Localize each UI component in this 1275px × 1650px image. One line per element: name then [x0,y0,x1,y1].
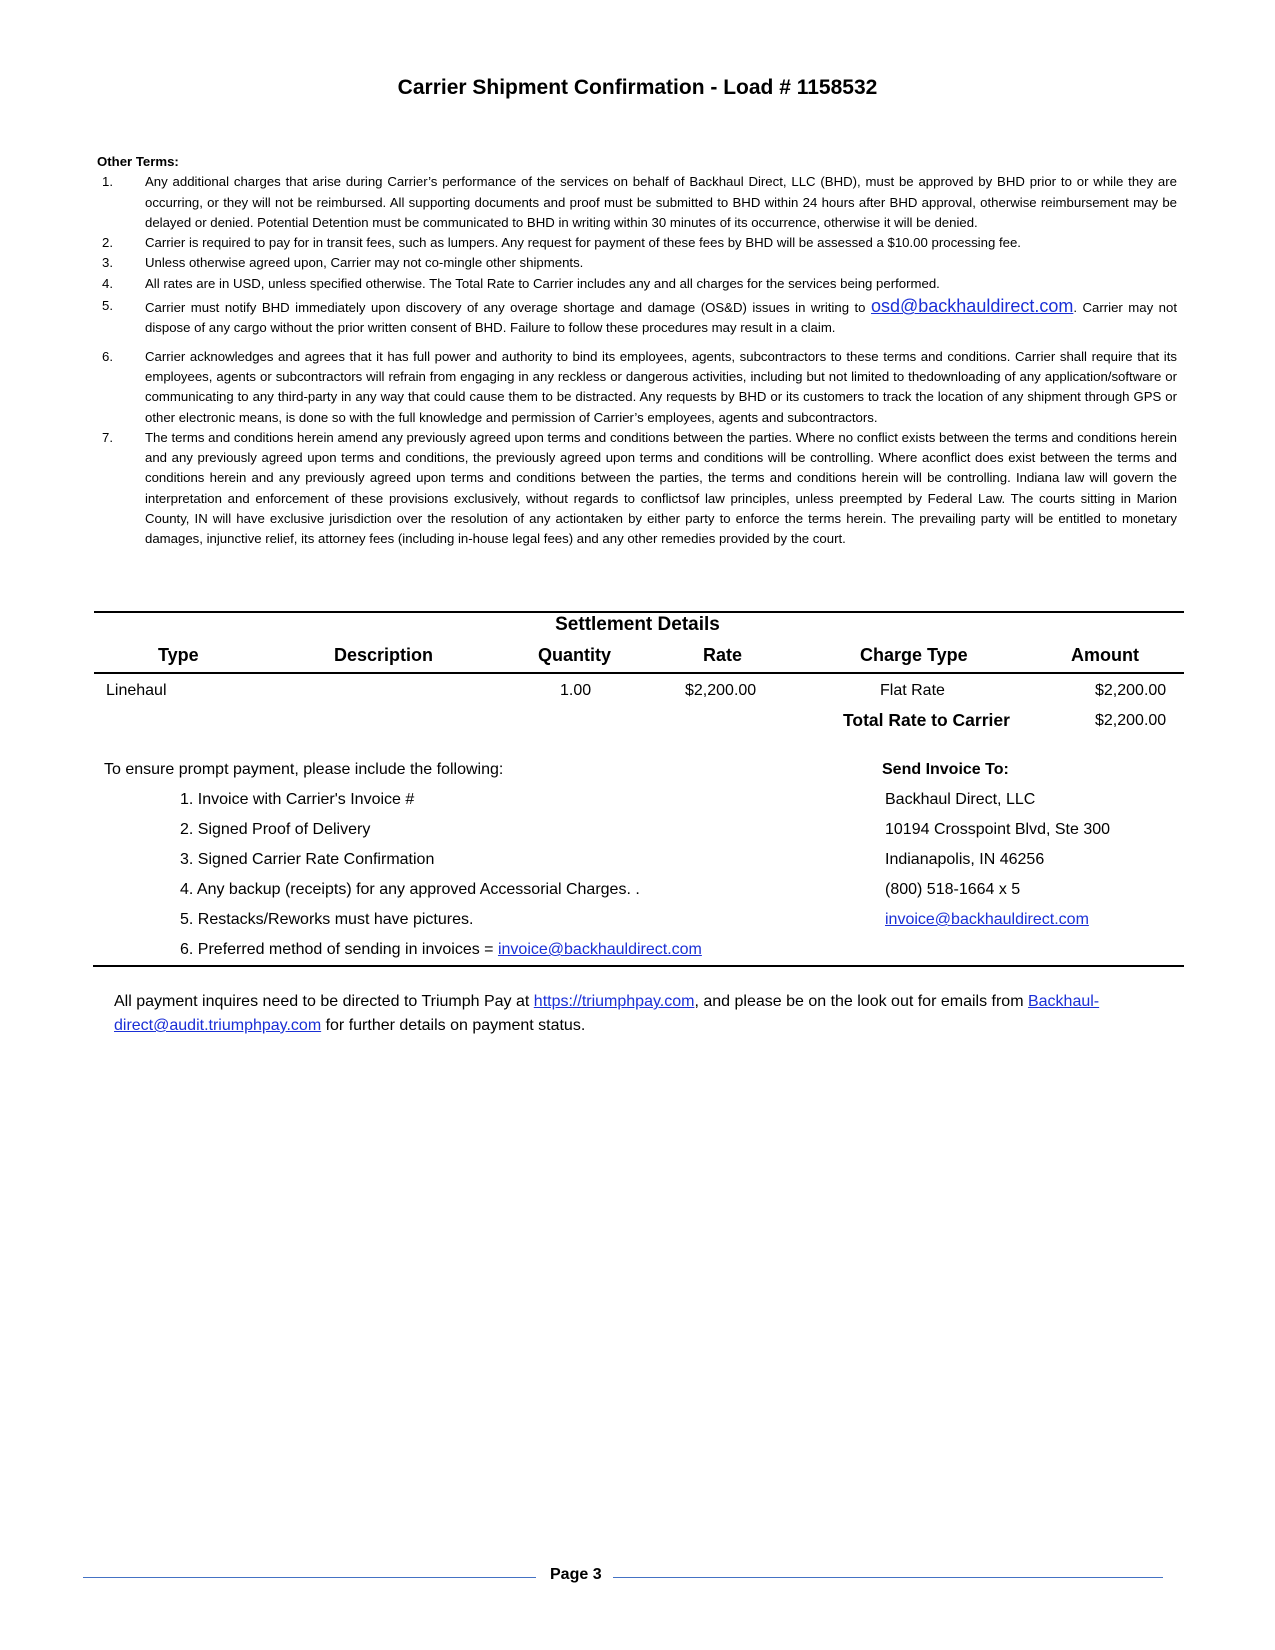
term-item [97,347,1177,428]
send-invoice-address2: Indianapolis, IN 46256 [885,851,1045,868]
payment-item-6-text: 6. Preferred method of sending in invoices = [180,941,498,958]
header-charge-type: Charge Type [860,645,968,665]
total-label: Total Rate to Carrier [843,710,1010,730]
page-title: Carrier Shipment Confirmation - Load # 1158532 [397,76,878,99]
payment-inquiry-note [114,990,1194,1038]
term-text: All rates are in USD, unless specified otherwise. The Total Rate to Carrier includes any and all charges for the services being performed. [145,275,940,291]
term-item [97,172,1177,233]
term-number: 2. [102,235,113,251]
term-item [97,274,1177,294]
row-type: Linehaul [106,682,167,699]
row-rate: $2,200.00 [685,682,757,699]
total-amount: $2,200.00 [1095,712,1167,729]
row-charge-type: Flat Rate [880,682,945,699]
term-text: The terms and conditions herein amend any previously agreed upon terms and conditions between the parties. Where no conflict exists between the terms and conditions herein and any previously agreed upon terms and conditions, the previously agreed upon terms and conditions will be controlling. Where aconflict does exist between the terms and conditions herein and any previously agreed upon terms and conditions between the parties, the terms and conditions herein will be controlling. Indiana law will govern the interpretation and enforcement of these provisions exclusively, without regards to conflictsof law principles, unless preempted by Federal Law. The courts sitting in Marion County, IN will have exclusive jurisdiction over the resolution of any actiontaken by either party to enforce the terms herein. The prevailing party will be entitled to monetary damages, injunctive relief, its attorney fees (including in-house legal fees) and any other remedies provided by the court. [145,429,1177,547]
term-text: Carrier acknowledges and agrees that it has full power and authority to bind its employees, agents, subcontractors to these terms and conditions. Carrier shall require that its employees, agents or subcontractors will refrain from engaging in any reckless or dangerous activities, including but not limited to thedownloading of any application/software or communicating to any third-party in any way that could cause them to be distracted. Any requests by BHD or its customers to track the location of any shipment through GPS or other electronic means, is done so with the full knowledge and permission of Carrier’s employees, agents and subcontractors. [145,348,1177,425]
term-number: 1. [102,174,113,190]
divider [94,611,1184,613]
term-item [97,296,1177,339]
footer-rule-right [613,1577,1163,1578]
term-text [145,296,1177,339]
term-text: Any additional charges that arise during Carrier’s performance of the services on behalf of Backhaul Direct, LLC (BHD), must be approved by BHD prior to or while they are occurring, or they will not be reimbursed. All supporting documents and proof must be submitted to BHD within 24 hours after BHD approval, otherwise reimbursement may be delayed or denied. Potential Detention must be communicated to BHD in writing within 30 minutes of its occurrence, otherwise it will be denied. [145,174,1177,230]
header-rate: Rate [703,645,743,665]
invoice-email-link[interactable]: invoice@backhauldirect.com [497,941,702,958]
header-amount: Amount [1071,645,1139,665]
send-invoice-phone: (800) 518-1664 x 5 [885,881,1021,898]
page-number: Page 3 [550,1566,602,1583]
term-item [97,428,1177,550]
footer-rule-left [83,1577,536,1578]
divider [93,965,1184,967]
payment-item: 2. Signed Proof of Delivery [180,821,371,838]
term-text-before: Carrier must notify BHD immediately upon discovery of any overage shortage and damage (OS&D) issues in writing to [145,300,871,316]
audit-email-link[interactable]: Backhaul-direct@audit.triumphpay.com [114,993,1100,1034]
settlement-title: Settlement Details [555,614,720,635]
payment-item: 4. Any backup (receipts) for any approved Accessorial Charges. . [180,881,640,898]
payment-intro: To ensure prompt payment, please include the following: [104,761,504,778]
header-quantity: Quantity [538,645,612,665]
header-type: Type [158,645,199,665]
send-invoice-heading: Send Invoice To: [882,761,1009,778]
row-quantity: 1.00 [560,682,592,699]
term-number: 3. [102,255,113,271]
divider [94,672,1184,674]
payment-item: 5. Restacks/Reworks must have pictures. [180,911,474,928]
term-item [97,253,1177,273]
note-text: All payment inquires need to be directed to Triumph Pay at [114,993,534,1010]
payment-item: 1. Invoice with Carrier's Invoice # [180,791,415,808]
other-terms [97,152,1177,550]
note-text: , and please be on the look out for emails from [694,993,1028,1010]
term-text: Carrier is required to pay for in transit fees, such as lumpers. Any request for payment of these fees by BHD will be assessed a $10.00 processing fee. [145,235,1021,251]
term-text-after: . Carrier may not dispose of any cargo without the prior written consent of BHD. Failure to follow these procedures may result in a claim. [145,300,1177,336]
term-text: Unless otherwise agreed upon, Carrier may not co-mingle other shipments. [145,255,584,271]
terms-heading: Other Terms: [97,154,179,169]
send-invoice-name: Backhaul Direct, LLC [885,791,1036,808]
row-amount: $2,200.00 [1095,682,1167,699]
send-invoice-address1: 10194 Crosspoint Blvd, Ste 300 [885,821,1111,838]
note-text: for further details on payment status. [321,1017,586,1034]
term-number: 5. [102,298,113,314]
payment-item [180,941,702,959]
term-number: 4. [102,275,113,291]
triumphpay-link[interactable]: https://triumphpay.com [533,993,695,1010]
header-description: Description [334,645,434,665]
term-number: 6. [102,348,113,364]
term-number: 7. [102,429,113,445]
send-invoice-email-link[interactable]: invoice@backhauldirect.com [885,911,1089,928]
payment-item: 3. Signed Carrier Rate Confirmation [180,851,435,868]
term-item [97,233,1177,253]
osd-email-link[interactable]: osd@backhauldirect.com [870,296,1074,317]
